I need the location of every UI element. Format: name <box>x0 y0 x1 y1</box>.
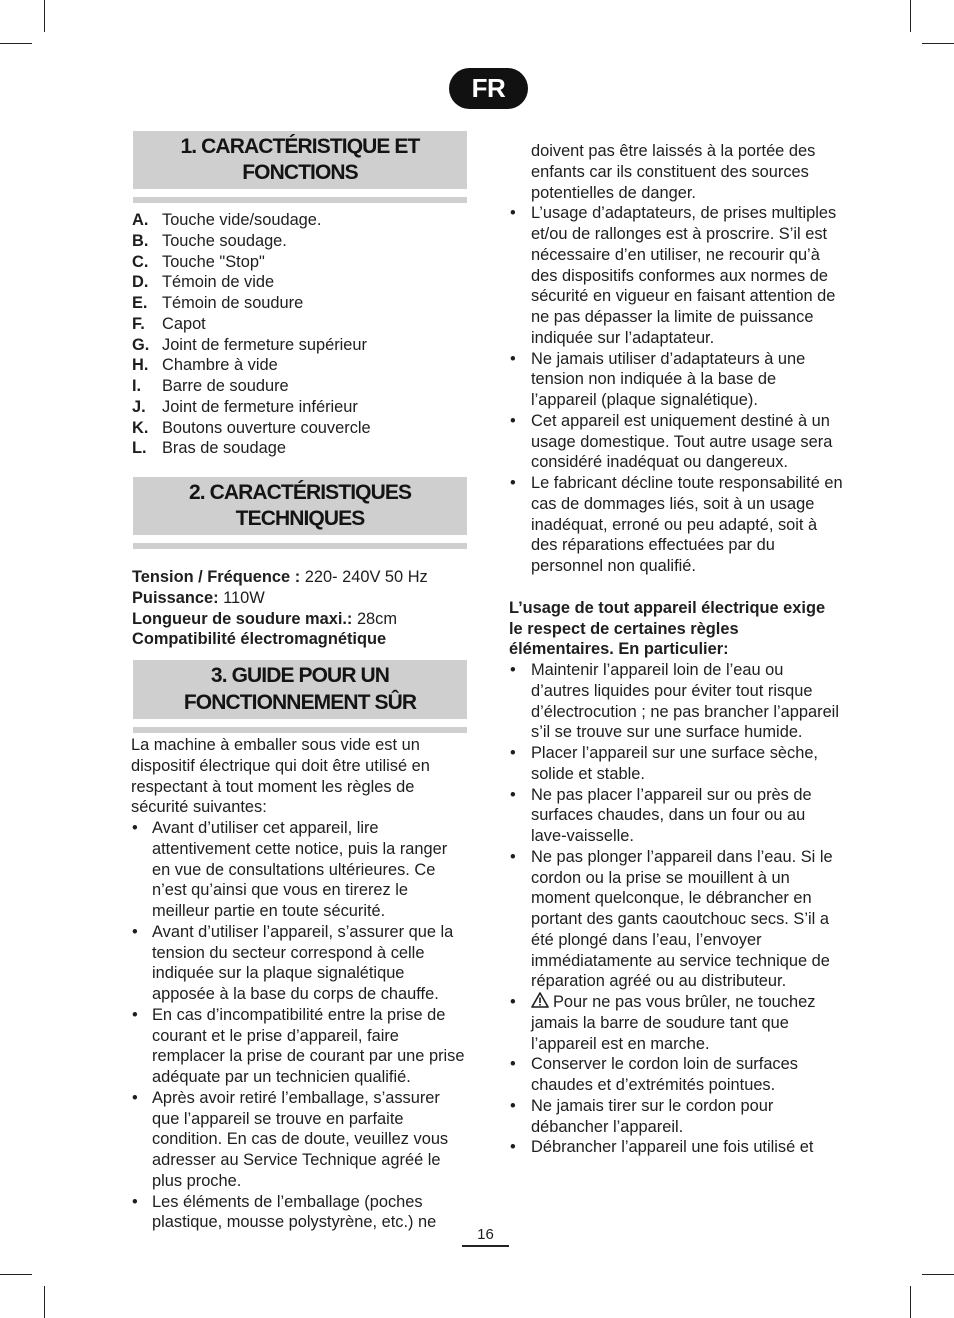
spec-label: Compatibilité électromagnétique <box>132 630 387 649</box>
feature-letter: G. <box>132 335 150 354</box>
continued-text: doivent pas être laissés à la portée des enfants car ils constituent des sources potentielles de danger. <box>531 142 816 202</box>
list-item: • Conserver le cordon loin de surfaces chaudes et d’extrémités pointues. <box>509 1054 843 1096</box>
feature-item <box>132 314 467 335</box>
section2-heading: 2. CARACTÉRISTIQUES TECHNIQUES <box>133 477 467 535</box>
feature-letter: E. <box>132 294 148 312</box>
list-item: • Ne jamais utiliser d’adaptateurs à une tension non indiquée à la base de l’appareil (plaque signalétique). <box>509 349 843 411</box>
feature-letter: K. <box>132 418 149 437</box>
crop-mark <box>922 1274 954 1275</box>
list-item: • Avant d’utiliser l’appareil, s’assurer que la tension du secteur correspond à celle indiquée sur la plaque signalétique apposée à la base du corps de chauffe. <box>131 922 467 1005</box>
feature-label: Témoin de vide <box>162 273 275 292</box>
spec-label: Longueur de soudure maxi.: <box>132 609 353 628</box>
feature-item <box>132 252 467 273</box>
crop-mark <box>0 1274 32 1275</box>
crop-mark <box>0 43 32 44</box>
safety-bullets-left <box>131 818 467 1233</box>
feature-item <box>132 438 467 459</box>
feature-label: Touche vide/soudage. <box>162 211 322 229</box>
list-item: • Ne pas plonger l’appareil dans l’eau. Si le cordon ou la prise se mouillent à un moment quelconque, le débrancher en portant des gants caoutchouc secs. S’il a été plongé dans l’eau, l’envoyer immédiatamente au service technique de réparation agréé ou au distributeur. <box>509 847 843 992</box>
section3-rule <box>133 727 467 733</box>
spec-row <box>132 629 467 650</box>
crop-mark <box>44 1286 45 1318</box>
list-item: • Le fabricant décline toute responsabilité en cas de dommages liés, soit à un usage inadéquat, erroné ou peu adapté, soit à des réparations effectuées par du personnel non qualifié. <box>509 473 843 577</box>
list-item: • Placer l’appareil sur une surface sèche, solide et stable. <box>509 743 843 785</box>
crop-mark <box>910 1286 911 1318</box>
feature-letter: I. <box>132 377 142 395</box>
feature-item <box>132 210 467 231</box>
feature-label: Touche soudage. <box>162 231 287 250</box>
list-item: • Maintenir l’appareil loin de l’eau ou d’autres liquides pour éviter tout risque d’électrocution ; ne pas brancher l’appareil s’il se trouve sur une surface humide. <box>509 660 843 743</box>
feature-item <box>132 293 467 314</box>
list-item: • Les éléments de l’emballage (poches plastique, mousse polystyrène, etc.) ne <box>131 1192 467 1234</box>
specs-block <box>132 567 467 650</box>
list-item: • En cas d’incompatibilité entre la prise de courant et le prise d’appareil, faire remplacer la prise de courant par une prise adéquate par un technicien qualifié. <box>131 1005 467 1088</box>
feature-item <box>132 335 467 356</box>
section1-rule <box>133 197 467 203</box>
warning-text: Pour ne pas vous brûler, ne touchez jamais la barre de soudure tant que l’appareil est en marche. <box>531 993 816 1053</box>
list-item <box>509 992 843 1054</box>
spec-label: Puissance: <box>132 588 219 607</box>
feature-letter: L. <box>132 439 147 458</box>
feature-letter: J. <box>132 397 146 416</box>
feature-label: Joint de fermeture inférieur <box>162 397 358 416</box>
list-item: • Avant d’utiliser cet appareil, lire attentivement cette notice, puis la ranger en vue de consultations ultérieures. Ce n’est qu’ainsi que vous en tirerez le meilleur partie en toute sécurité. <box>131 818 467 922</box>
list-item: • Ne pas placer l’appareil sur ou près de surfaces chaudes, dans un four ou au lave-vaisselle. <box>509 785 843 847</box>
feature-letter: F. <box>132 314 145 333</box>
feature-label: Boutons ouverture couvercle <box>162 418 371 437</box>
feature-letter: D. <box>132 273 149 292</box>
section1-heading: 1. CARACTÉRISTIQUE ET FONCTIONS <box>133 131 467 189</box>
list-item: • Ne jamais tirer sur le cordon pour débancher l’appareil. <box>509 1096 843 1138</box>
spec-value: 110W <box>218 588 265 607</box>
safety-intro: La machine à emballer sous vide est un dispositif électrique qui doit être utilisé en respectant à tout moment les règles de sécurité suivantes: <box>131 736 430 817</box>
rules-bullets <box>509 660 843 992</box>
feature-label: Capot <box>162 314 206 333</box>
crop-mark <box>922 43 954 44</box>
spec-value: 220- 240V 50 Hz <box>300 568 428 586</box>
final-bullets <box>509 1054 843 1158</box>
spec-row <box>132 567 467 588</box>
feature-item <box>132 231 467 252</box>
section3-heading <box>133 660 467 719</box>
spec-row <box>132 588 467 609</box>
feature-label: Joint de fermeture supérieur <box>162 335 367 354</box>
language-badge: FR <box>449 68 528 109</box>
left-column <box>131 131 467 1233</box>
list-item: • Cet appareil est uniquement destiné à un usage domestique. Tout autre usage sera considéré inadéquat ou dangereux. <box>509 411 843 473</box>
feature-item <box>132 355 467 376</box>
section3-heading-line2: FONCTIONNEMENT SÛR <box>183 691 417 714</box>
safety-bullets-right <box>509 203 843 577</box>
feature-letter: H. <box>132 356 149 375</box>
feature-item <box>132 397 467 418</box>
feature-label: Bras de soudage <box>162 439 286 458</box>
features-list <box>132 210 467 459</box>
feature-item <box>132 418 467 439</box>
section2-rule <box>133 543 467 549</box>
list-item: • Après avoir retiré l’emballage, s’assurer que l’appareil se trouve en parfaite condition. En cas de doute, veuillez vous adresser au Service Technique agréé le plus proche. <box>131 1088 467 1192</box>
feature-letter: A. <box>132 211 149 229</box>
list-item: • L’usage d’adaptateurs, de prises multiples et/ou de rallonges est à proscrire. S’il est nécessaire d’en utiliser, ne recourir qu’à des dispositifs conformes aux normes de sécurité en vigueur en faisant attention de ne pas dépasser la limite de puissance indiquée sur l’adaptateur. <box>509 203 843 348</box>
page-number: 16 <box>462 1226 509 1247</box>
crop-mark <box>44 0 45 32</box>
spec-value: 28cm <box>352 609 398 628</box>
feature-label: Témoin de soudure <box>162 294 304 312</box>
rules-intro: L’usage de tout appareil électrique exige le respect de certaines règles élémentaires. En particulier: <box>509 598 826 659</box>
feature-label: Barre de soudure <box>162 377 289 395</box>
feature-item <box>132 272 467 293</box>
spec-label: Tension / Fréquence : <box>132 568 301 586</box>
feature-item <box>132 376 467 397</box>
warning-list <box>509 992 843 1054</box>
feature-label: Chambre à vide <box>162 356 278 375</box>
crop-mark <box>910 0 911 32</box>
spec-row <box>132 609 467 630</box>
right-column <box>509 141 843 1158</box>
list-item: • Débrancher l’appareil une fois utilisé et <box>509 1137 843 1158</box>
section3-heading-line1: 3. GUIDE POUR UN <box>210 664 390 687</box>
feature-letter: C. <box>132 252 149 271</box>
feature-label: Touche "Stop" <box>162 252 265 271</box>
feature-letter: B. <box>132 231 149 250</box>
warning-triangle-icon <box>531 992 549 1008</box>
